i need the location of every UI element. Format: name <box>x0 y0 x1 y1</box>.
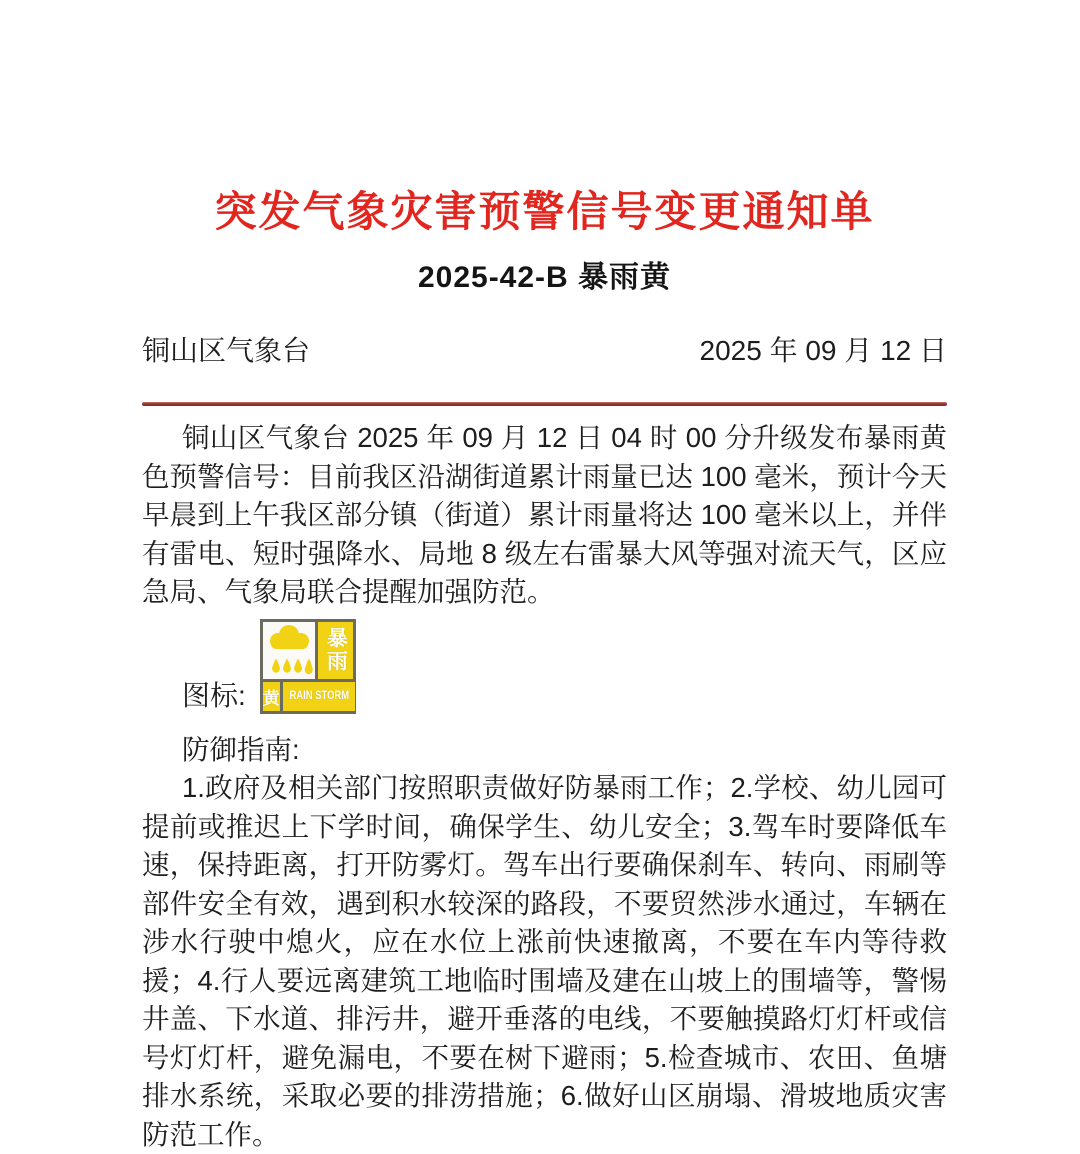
defense-guide-paragraph: 1.政府及相关部门按照职责做好防暴雨工作；2.学校、幼儿园可提前或推迟上下学时间，确保学生、幼儿安全；3.驾车时要降低车速，保持距离，打开防雾灯。驾车出行要确保刹车、转向、雨刷等部件安全有效，遇到积水较深的路段，不要贸然涉水通过，车辆在涉水行驶中熄火，应在水位上涨前快速撤离，不要在车内等待救援；4.行人要远离建筑工地临时围墙及建在山坡上的围墙等，警惕井盖、下水道、排污井，避开垂落的电线，不要触摸路灯灯杆或信号灯灯杆，避免漏电，不要在树下避雨；5.检查城市、农田、鱼塘排水系统，采取必要的排涝措施；6.做好山区崩塌、滑坡地质灾害防范工作。 <box>142 772 947 1150</box>
icon-level-label: 黄 <box>263 682 280 711</box>
rainstorm-yellow-warning-icon <box>260 619 356 714</box>
document-number-subtitle: 2025-42-B 暴雨黄 <box>417 261 672 294</box>
rain-cloud-icon <box>263 622 315 679</box>
issuer-name: 铜山区气象台 <box>142 335 311 366</box>
red-divider-rule <box>142 402 947 406</box>
warning-body-paragraph: 铜山区气象台 2025 年 09 月 12 日 04 时 00 分升级发布暴雨黄色预警信号：目前我区沿湖街道累计雨量已达 100 毫米，预计今天早晨到上午我区部分镇（街道）累计雨量将达 100 毫米以上，并伴有雷电、短时强降水、局地 8 级左右雷暴大风等强对流天气，区应急局、气象局联合提醒加强防范。 <box>142 422 947 607</box>
meta-row <box>142 333 947 369</box>
icon-row <box>142 619 947 714</box>
issue-date: 2025 年 09 月 12 日 <box>699 335 947 366</box>
defense-guide-heading: 防御指南: <box>182 733 300 765</box>
document-title: 突发气象灾害预警信号变更通知单 <box>214 188 875 235</box>
icon-english-label: RAIN STORM <box>283 682 356 711</box>
icon-type-label-vertical: 暴雨 <box>318 622 353 679</box>
icon-label: 图标: <box>182 679 246 711</box>
